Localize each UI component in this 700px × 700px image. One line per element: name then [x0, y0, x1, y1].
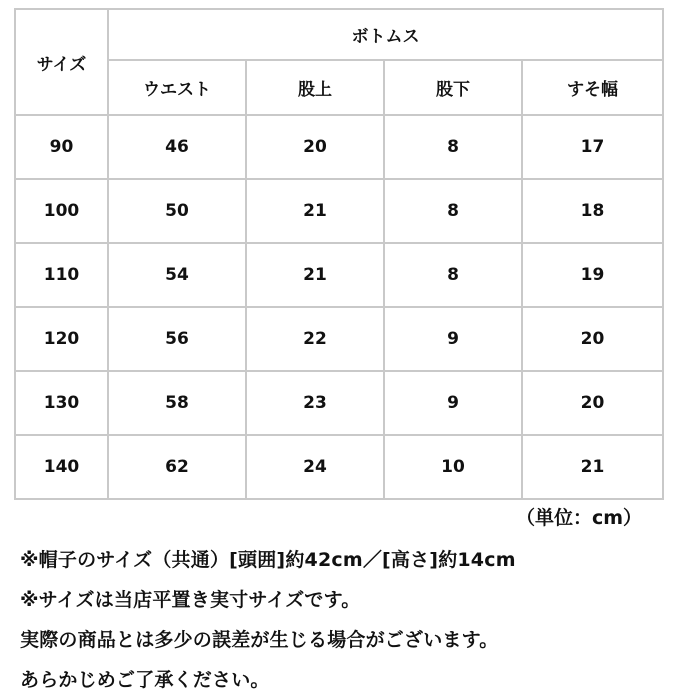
waist-cell: 46 [108, 115, 246, 179]
note-measurement-method: ※サイズは当店平置き実寸サイズです。 [20, 589, 361, 611]
table-row [15, 179, 663, 243]
waist-cell: 50 [108, 179, 246, 243]
inseam-cell: 8 [384, 179, 522, 243]
size-cell: 140 [15, 435, 108, 499]
size-header-cell: サイズ [15, 9, 108, 115]
rise-cell: 21 [246, 243, 384, 307]
rise-cell: 20 [246, 115, 384, 179]
note-acknowledgement: あらかじめご了承ください。 [20, 669, 270, 691]
rise-cell: 22 [246, 307, 384, 371]
hem-width-cell: 21 [522, 435, 663, 499]
note-variance: 実際の商品とは多少の誤差が生じる場合がございます。 [20, 629, 499, 651]
hem-width-cell: 20 [522, 371, 663, 435]
column-header-inseam: 股下 [384, 60, 522, 115]
header-row-columns [15, 60, 663, 115]
column-header-hem-width: すそ幅 [522, 60, 663, 115]
table-row [15, 115, 663, 179]
waist-cell: 62 [108, 435, 246, 499]
size-chart-table [14, 8, 664, 500]
rise-cell: 24 [246, 435, 384, 499]
bottoms-group-header: ボトムス [108, 9, 663, 60]
notes-block [20, 540, 690, 700]
inseam-cell: 10 [384, 435, 522, 499]
hem-width-cell: 20 [522, 307, 663, 371]
rise-cell: 23 [246, 371, 384, 435]
inseam-cell: 9 [384, 307, 522, 371]
inseam-cell: 8 [384, 115, 522, 179]
inseam-cell: 9 [384, 371, 522, 435]
column-header-waist: ウエスト [108, 60, 246, 115]
rise-cell: 21 [246, 179, 384, 243]
header-row-top [15, 9, 663, 60]
table-row [15, 435, 663, 499]
size-cell: 90 [15, 115, 108, 179]
hem-width-cell: 19 [522, 243, 663, 307]
hem-width-cell: 18 [522, 179, 663, 243]
note-hat-size: ※帽子のサイズ（共通）[頭囲]約42cm／[高さ]約14cm [20, 549, 516, 571]
size-cell: 110 [15, 243, 108, 307]
unit-note: （単位：cm） [515, 507, 642, 529]
waist-cell: 58 [108, 371, 246, 435]
size-cell: 100 [15, 179, 108, 243]
waist-cell: 54 [108, 243, 246, 307]
column-header-rise: 股上 [246, 60, 384, 115]
table-row [15, 307, 663, 371]
table-row [15, 243, 663, 307]
size-cell: 130 [15, 371, 108, 435]
hem-width-cell: 17 [522, 115, 663, 179]
size-cell: 120 [15, 307, 108, 371]
waist-cell: 56 [108, 307, 246, 371]
table-row [15, 371, 663, 435]
inseam-cell: 8 [384, 243, 522, 307]
